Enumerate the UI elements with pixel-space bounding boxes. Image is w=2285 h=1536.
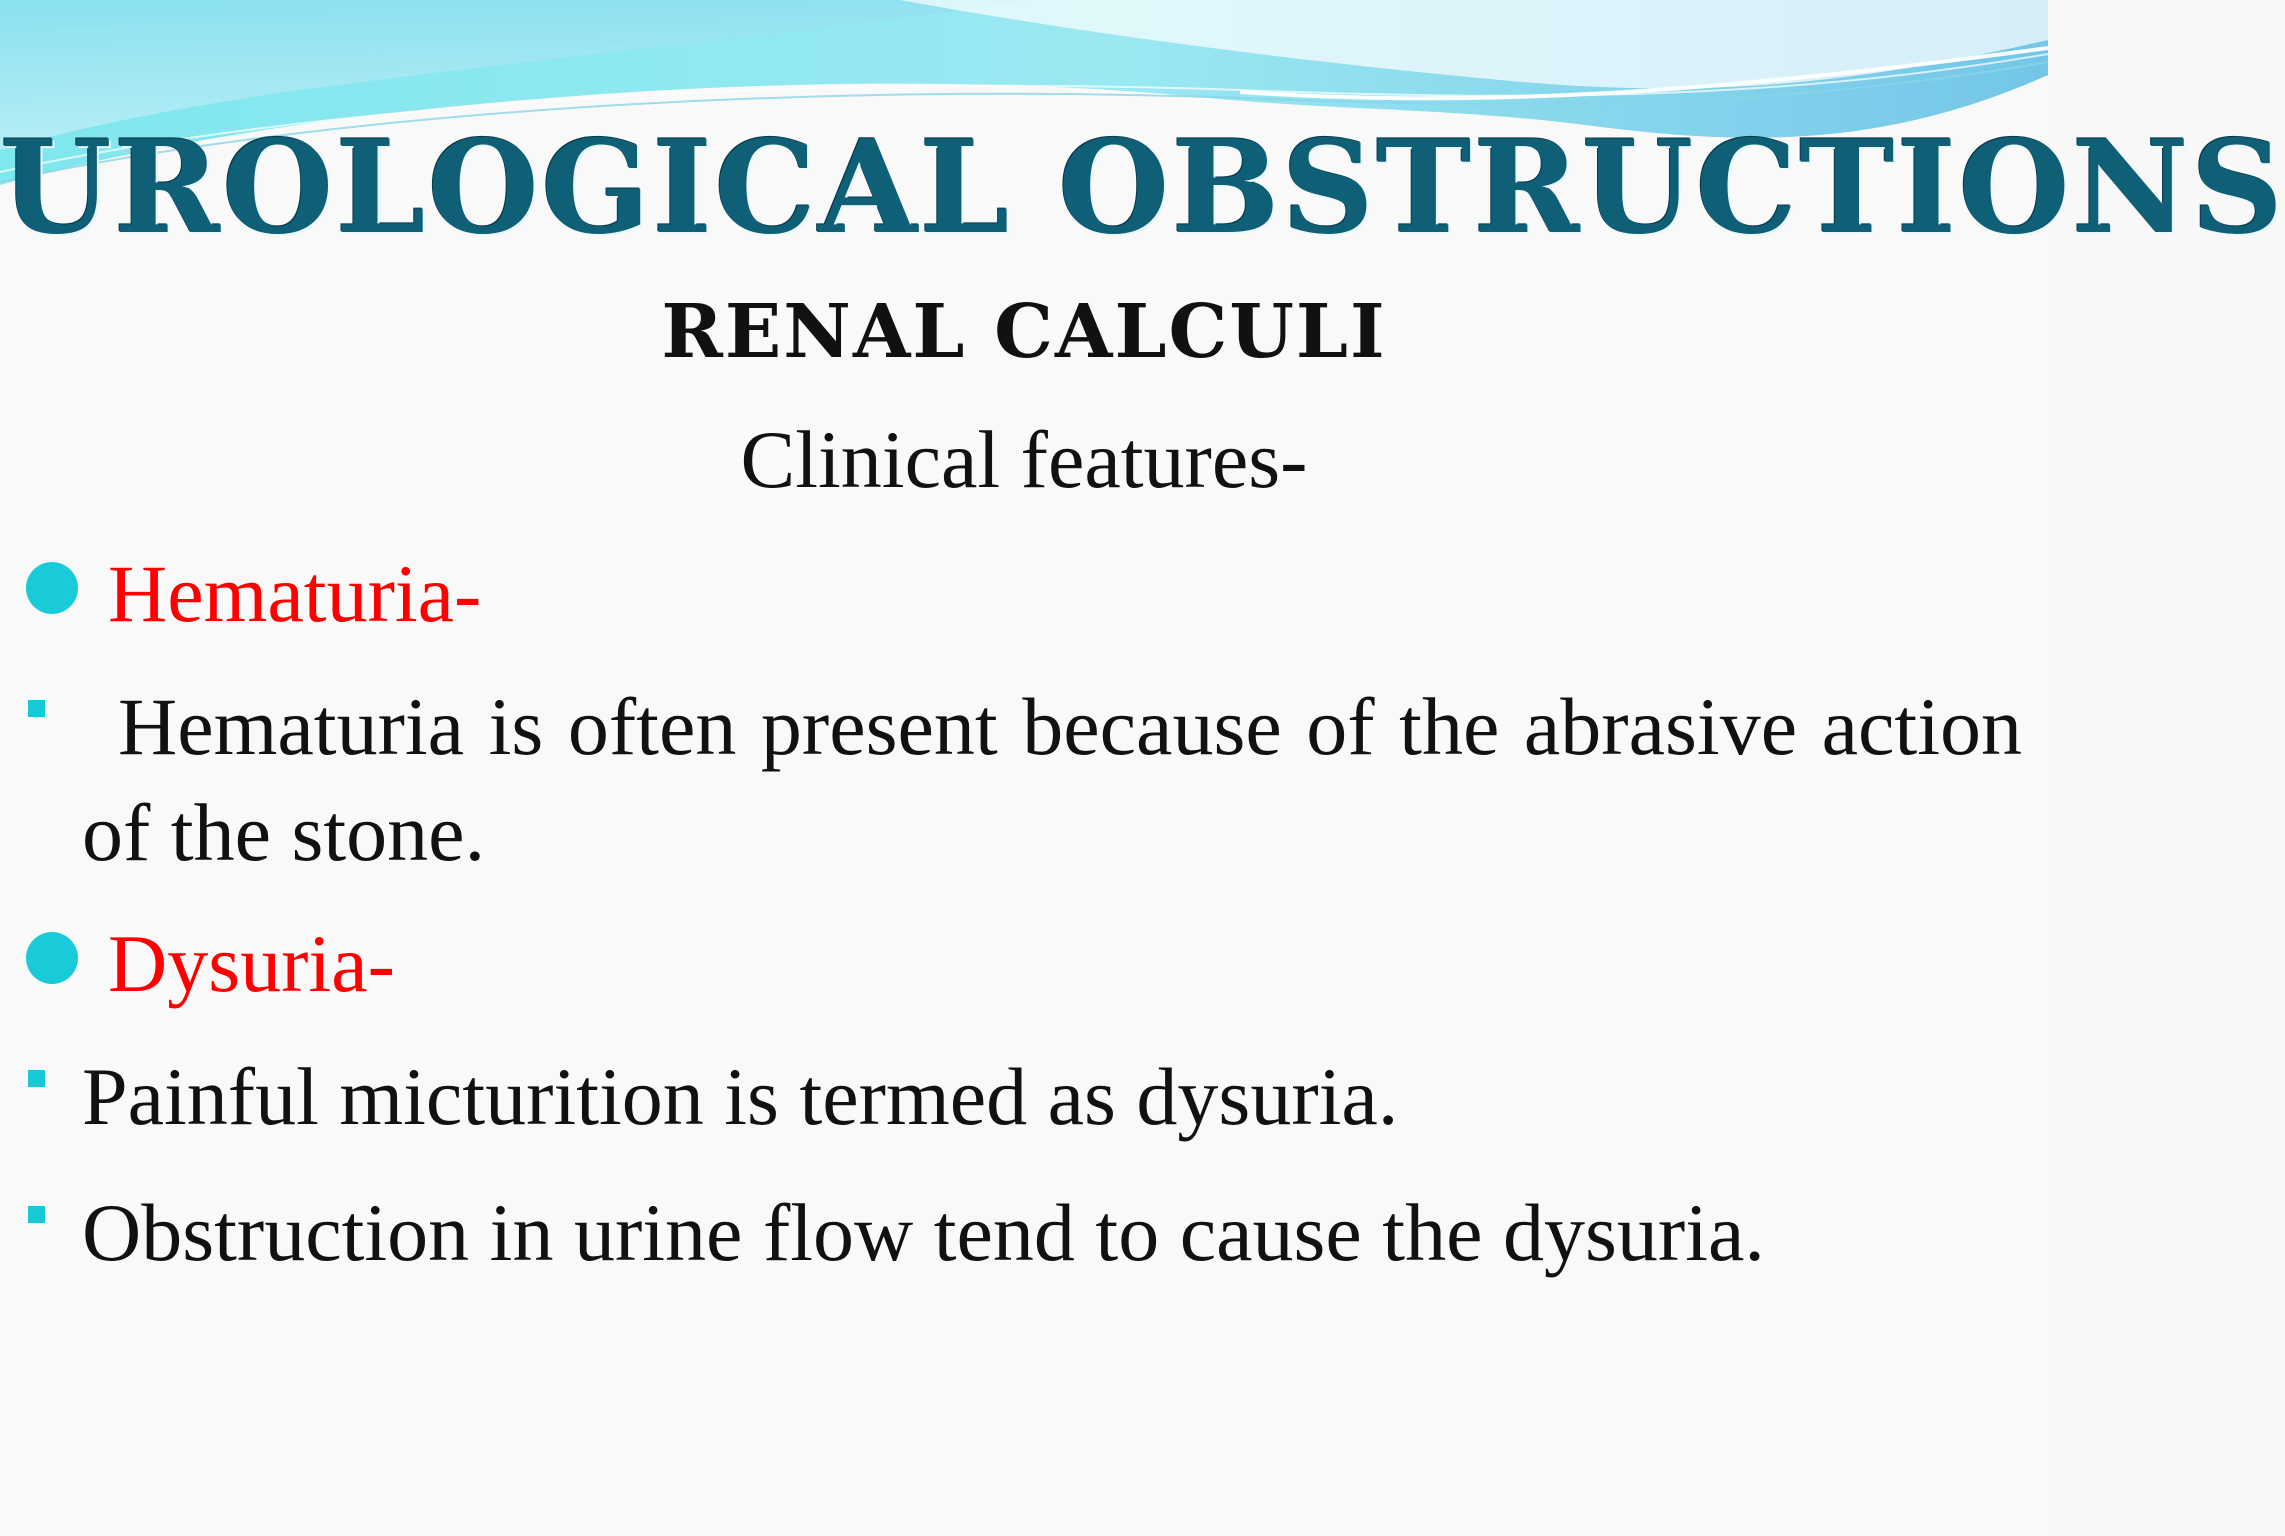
item-heading-dysuria: Dysuria- (108, 918, 395, 1009)
point-hematuria-description: Hematuria is often present because of the abrasive action of the stone. (82, 681, 2022, 878)
slide-subtitle: RENAL CALCULI (661, 289, 1387, 375)
bullet-square-icon (28, 1070, 45, 1087)
bullet-circle-icon (26, 562, 78, 614)
point-dysuria-definition: Painful micturition is termed as dysuria. (82, 1051, 1399, 1142)
bullet-circle-icon (26, 932, 78, 984)
section-heading: Clinical features- (740, 414, 1308, 505)
bullet-square-icon (28, 700, 45, 717)
point-dysuria-cause: Obstruction in urine flow tend to cause the dysuria. (82, 1187, 1765, 1278)
slide-title: UROLOGICAL OBSTRUCTIONS (0, 113, 2285, 263)
bullet-square-icon (28, 1206, 45, 1223)
item-heading-hematuria: Hematuria- (108, 548, 482, 639)
